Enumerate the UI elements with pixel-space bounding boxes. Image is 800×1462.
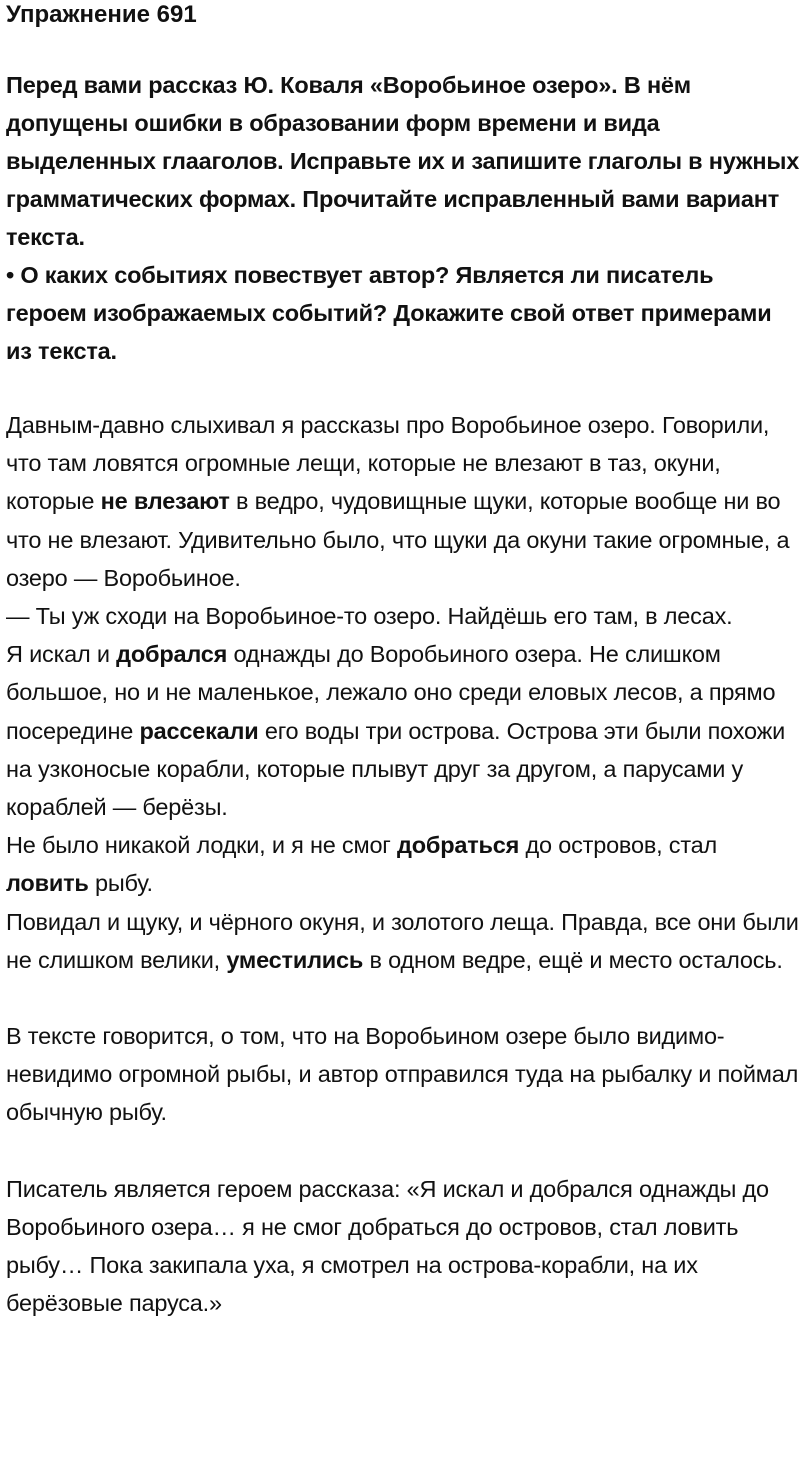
highlighted-verb: ловить [6,870,89,897]
story-paragraph [6,406,800,597]
story-paragraph: — Ты уж сходи на Воробьиное-то озеро. Найдёшь его там, в лесах. [6,603,733,630]
task-text: Перед вами рассказ Ю. Коваля «Воробьиное озеро». В нём допущены ошибки в образовании форм времени и вида выделенных глааголов. Исправьте их и запишите глаголы в нужных грамматических формах. Прочитайте исправленный вами вариант текста. [6,72,800,250]
highlighted-verb: уместились [226,946,364,973]
highlighted-verb: добраться [397,832,520,859]
story-paragraph [6,903,800,979]
story-paragraph [6,635,800,826]
exercise-title: Упражнение 691 [6,1,197,28]
task-question: • О каких событиях повествует автор? Является ли писатель героем изображаемых событий? Докажите свой ответ примерами из текста. [6,262,772,364]
story-text-run: Я искал и [6,641,117,668]
story-text-run: Не было никакой лодки, и я не смог [6,832,398,859]
highlighted-verb: рассекали [139,717,259,744]
answer-events: В тексте говорится, о том, что на Воробьином озере было видимо-невидимо огромной рыбы, и автор отправился туда на рыбалку и поймал обычную рыбу. [6,1023,799,1126]
highlighted-verb: добрался [116,641,228,668]
story-text-run: однажды до Воробьиного озера. Не слишком большое, но и не маленькое, лежало оно среди еловых лесов, а прямо посередине [6,641,776,744]
story-text-run: рыбу. [88,870,153,897]
story-text-run: в ведро, чудовищные щуки, которые вообще ни во что не влезают. Удивительно было, что щуки да окуни такие огромные, а озеро — Воробьиное. [6,488,790,591]
story-text-run: Давным-давно слыхивал я рассказы про Воробьиное озеро. Говорили, что там ловятся огромные лещи, которые не влезают в таз, окуни, которые [6,412,770,515]
story-paragraph [6,826,800,902]
highlighted-verb: не влезают [100,488,230,515]
story-text [6,406,800,979]
story-text-run: до островов, стал [519,832,717,859]
task-block [6,66,800,370]
story-text-run: его воды три острова. Острова эти были похожи на узконосые корабли, которые плывут друг за другом, а парусами у кораблей — берёзы. [6,717,786,821]
answer-hero: Писатель является героем рассказа: «Я искал и добрался однажды до Воробьиного озера… я не смог добраться до островов, стал ловить рыбу… Пока закипала уха, я смотрел на острова-корабли, на их берёзовые паруса.» [6,1175,769,1317]
story-text-run: Повидал и щуку, и чёрного окуня, и золотого леща. Правда, все они были не слишком велики, [6,908,799,973]
story-text-run: в одном ведре, ещё и место осталось. [363,946,783,973]
